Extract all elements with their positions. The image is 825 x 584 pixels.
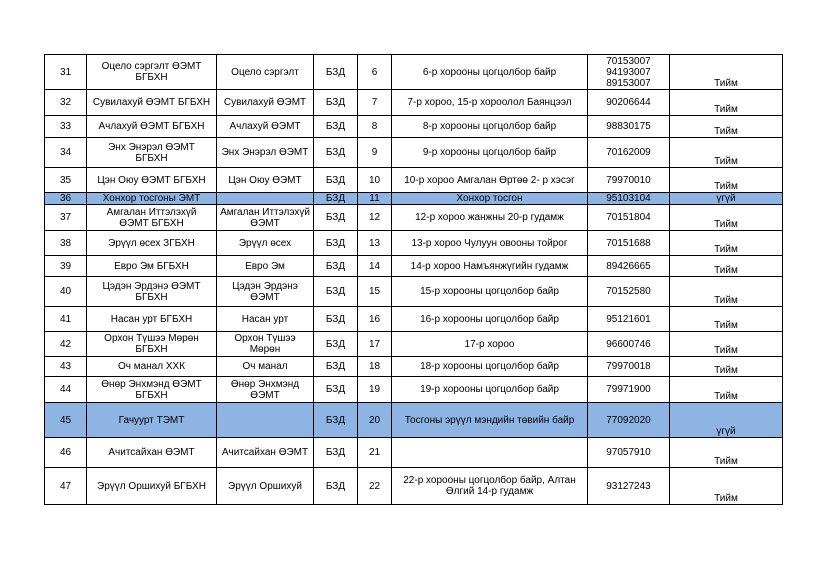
khoroo-number: 9 <box>371 147 378 158</box>
status-flag: Тийм <box>714 219 738 230</box>
status-flag: Тийм <box>714 365 738 376</box>
row-number: 44 <box>59 384 72 395</box>
khoroo-number-cell <box>358 277 392 307</box>
address-cell <box>392 205 588 231</box>
row-number-cell <box>45 438 87 468</box>
organization-name: Сувилахуй ӨЭМТ БГБХН <box>92 97 211 108</box>
row-number: 32 <box>59 97 72 108</box>
khoroo-number-cell <box>358 138 392 168</box>
organization-name-cell <box>87 256 217 277</box>
status-flag: Тийм <box>714 456 738 467</box>
phone-number: 94193007 <box>606 66 651 78</box>
short-name-cell <box>217 55 314 90</box>
organization-name-cell <box>87 468 217 505</box>
status-flag-cell <box>670 377 783 403</box>
row-number: 33 <box>59 121 72 132</box>
organization-name-cell <box>87 277 217 307</box>
phone-number: 70151804 <box>606 212 651 223</box>
organization-name: Оцело сэргэлт ӨЭМТ БГБХН <box>101 61 202 83</box>
data-table <box>44 54 783 505</box>
organization-name: Цэн Оюу ӨЭМТ БГБХН <box>97 174 206 186</box>
status-flag: үгүй <box>716 193 736 204</box>
phone-number: 93127243 <box>606 480 651 492</box>
table-row <box>45 377 783 403</box>
row-number: 40 <box>59 286 72 297</box>
address: 16-р хорооны цогцолбор байр <box>420 313 559 325</box>
khoroo-number-cell <box>358 357 392 377</box>
row-number: 46 <box>59 447 72 458</box>
row-number-cell <box>45 205 87 231</box>
address: 14-р хороо Намъянжүгийн гудамж <box>410 260 569 272</box>
address-cell <box>392 90 588 116</box>
status-flag: Тийм <box>714 295 738 306</box>
status-flag-cell <box>670 193 783 205</box>
khoroo-number: 20 <box>368 414 381 426</box>
table-row <box>45 332 783 357</box>
phone-number: 70152580 <box>606 286 651 297</box>
organization-name-cell <box>87 403 217 438</box>
organization-name: Евро Эм БГБХН <box>114 260 189 272</box>
khoroo-number-cell <box>358 332 392 357</box>
status-flag: Тийм <box>714 391 738 402</box>
short-name-cell <box>217 468 314 505</box>
short-name: Ачитсайхан ӨЭМТ <box>221 447 309 458</box>
status-flag: Тийм <box>714 345 738 356</box>
organization-name: Эрүүл өсех ЗГБХН <box>108 237 195 249</box>
district-code-cell <box>314 438 358 468</box>
row-number-cell <box>45 403 87 438</box>
district-code-cell <box>314 90 358 116</box>
khoroo-number-cell <box>358 168 392 193</box>
organization-name-cell <box>87 357 217 377</box>
organization-name-cell <box>87 168 217 193</box>
organization-name: Ачитсайхан ӨЭМТ <box>108 447 195 458</box>
table-row <box>45 277 783 307</box>
row-number-cell <box>45 55 87 90</box>
district-code: БЗД <box>325 66 346 78</box>
phone-number: 70153007 <box>606 55 651 67</box>
table-row <box>45 90 783 116</box>
organization-name: Хонхор тосгоны ЭМТ <box>102 193 201 204</box>
district-code: БЗД <box>325 480 346 492</box>
district-code-cell <box>314 116 358 138</box>
address: 10-р хороо Амгалан Өртөө 2- р хэсэг <box>404 174 575 186</box>
district-code: БЗД <box>325 174 346 186</box>
khoroo-number: 17 <box>368 338 381 350</box>
district-code: БЗД <box>325 313 346 325</box>
short-name: Оч манал <box>242 361 288 372</box>
phone-number: 95121601 <box>606 313 651 325</box>
address-cell <box>392 193 588 205</box>
address: 18-р хорооны цогцолбор байр <box>420 361 559 372</box>
status-flag: Тийм <box>714 126 738 137</box>
short-name-cell <box>217 357 314 377</box>
phone-number-cell <box>588 332 670 357</box>
organization-name-cell <box>87 138 217 168</box>
district-code: БЗД <box>325 121 346 132</box>
status-flag-cell <box>670 231 783 256</box>
khoroo-number: 19 <box>368 384 381 395</box>
khoroo-number: 16 <box>368 313 381 325</box>
organization-name-cell <box>87 116 217 138</box>
organization-name-cell <box>87 377 217 403</box>
organization-name: Эрүүл Оршихуй БГБХН <box>97 480 206 492</box>
short-name: Евро Эм <box>245 260 285 272</box>
khoroo-number-cell <box>358 256 392 277</box>
status-flag-cell <box>670 205 783 231</box>
short-name: Орхон Түшээ Мөрөн <box>234 333 296 355</box>
district-code: БЗД <box>325 384 346 395</box>
table-row <box>45 205 783 231</box>
khoroo-number: 15 <box>368 286 381 297</box>
status-flag: Тийм <box>714 244 738 255</box>
row-number-cell <box>45 116 87 138</box>
short-name-cell <box>217 307 314 332</box>
status-flag: Тийм <box>714 493 738 504</box>
organization-name: Ачлахуй ӨЭМТ БГБХН <box>98 121 205 132</box>
organization-name-cell <box>87 193 217 205</box>
address-cell <box>392 357 588 377</box>
khoroo-number: 12 <box>368 212 381 223</box>
address: 15-р хорооны цогцолбор байр <box>420 286 559 297</box>
address-cell <box>392 468 588 505</box>
address-cell <box>392 168 588 193</box>
district-code-cell <box>314 307 358 332</box>
khoroo-number: 14 <box>368 260 381 272</box>
row-number: 39 <box>59 260 72 272</box>
table-row <box>45 168 783 193</box>
status-flag-cell <box>670 332 783 357</box>
phone-number-cell <box>588 468 670 505</box>
status-flag-cell <box>670 277 783 307</box>
organization-name: Энх Энэрэл ӨЭМТ БГБХН <box>108 141 195 164</box>
table-row <box>45 307 783 332</box>
status-flag-cell <box>670 138 783 168</box>
row-number-cell <box>45 332 87 357</box>
phone-number-cell <box>588 116 670 138</box>
row-number-cell <box>45 256 87 277</box>
khoroo-number-cell <box>358 193 392 205</box>
row-number-cell <box>45 377 87 403</box>
district-code: БЗД <box>325 447 346 458</box>
phone-number-cell <box>588 277 670 307</box>
address-cell <box>392 231 588 256</box>
short-name-cell <box>217 205 314 231</box>
status-flag-cell <box>670 468 783 505</box>
row-number: 43 <box>59 361 72 372</box>
short-name-cell <box>217 138 314 168</box>
phone-number: 79970018 <box>606 361 651 372</box>
phone-number: 96600746 <box>606 338 651 350</box>
khoroo-number: 21 <box>368 447 381 458</box>
district-code-cell <box>314 205 358 231</box>
phone-number-cell <box>588 138 670 168</box>
row-number-cell <box>45 357 87 377</box>
short-name: Ачлахуй ӨЭМТ <box>229 121 301 132</box>
khoroo-number-cell <box>358 231 392 256</box>
table-row <box>45 403 783 438</box>
short-name-cell <box>217 403 314 438</box>
khoroo-number-cell <box>358 403 392 438</box>
khoroo-number-cell <box>358 438 392 468</box>
district-code: БЗД <box>325 286 346 297</box>
khoroo-number: 11 <box>369 193 380 204</box>
status-flag: Тийм <box>714 156 738 167</box>
row-number: 37 <box>59 212 72 223</box>
short-name: Амгалан Иттэлэхүй ӨЭМТ <box>220 206 310 229</box>
district-code-cell <box>314 332 358 357</box>
district-code: БЗД <box>325 147 346 158</box>
khoroo-number: 22 <box>368 480 381 492</box>
short-name-cell <box>217 438 314 468</box>
status-flag: Тийм <box>714 78 738 89</box>
address: 9-р хорооны цогцолбор байр <box>422 147 557 158</box>
row-number: 35 <box>59 174 72 186</box>
short-name: Насан урт <box>241 313 289 325</box>
district-code-cell <box>314 55 358 90</box>
phone-number-cell <box>588 256 670 277</box>
row-number: 36 <box>59 193 72 204</box>
organization-name: Гачуурт ТЭМТ <box>118 414 185 426</box>
row-number-cell <box>45 90 87 116</box>
short-name-cell <box>217 168 314 193</box>
address: Тосгоны эрүүл мэндийн төвийн байр <box>404 414 575 426</box>
organization-name: Цэдэн Эрдэнэ ӨЭМТ БГБХН <box>102 280 201 303</box>
district-code-cell <box>314 377 358 403</box>
khoroo-number-cell <box>358 307 392 332</box>
phone-number-cell <box>588 438 670 468</box>
address: 8-р хорооны цогцолбор байр <box>422 121 557 132</box>
short-name-cell <box>217 377 314 403</box>
row-number: 31 <box>59 66 72 78</box>
status-flag-cell <box>670 307 783 332</box>
short-name: Эрүүл өсех <box>238 237 292 249</box>
phone-number-cell <box>588 231 670 256</box>
district-code-cell <box>314 277 358 307</box>
phone-number: 70162009 <box>606 147 651 158</box>
row-number: 47 <box>59 480 72 492</box>
phone-number: 89153007 <box>606 77 651 89</box>
row-number-cell <box>45 307 87 332</box>
organization-name-cell <box>87 205 217 231</box>
table-row <box>45 193 783 205</box>
district-code: БЗД <box>325 414 346 426</box>
status-flag-cell <box>670 55 783 90</box>
khoroo-number-cell <box>358 116 392 138</box>
phone-number-cell <box>588 168 670 193</box>
short-name: Оцело сэргэлт <box>231 66 299 78</box>
row-number: 38 <box>59 237 72 249</box>
status-flag-cell <box>670 357 783 377</box>
phone-number-cell <box>588 55 670 90</box>
district-code-cell <box>314 256 358 277</box>
phone-number: 77092020 <box>606 414 651 426</box>
address-cell <box>392 256 588 277</box>
phone-number-cell <box>588 90 670 116</box>
status-flag-cell <box>670 403 783 438</box>
district-code: БЗД <box>325 260 346 272</box>
row-number-cell <box>45 277 87 307</box>
organization-name-cell <box>87 438 217 468</box>
row-number: 42 <box>59 338 72 350</box>
short-name-cell <box>217 116 314 138</box>
organization-name-cell <box>87 90 217 116</box>
status-flag-cell <box>670 168 783 193</box>
khoroo-number-cell <box>358 468 392 505</box>
organization-name-cell <box>87 231 217 256</box>
phone-number-cell <box>588 357 670 377</box>
status-flag-cell <box>670 256 783 277</box>
address: 22-р хорооны цогцолбор байр, Алтан Өлгий 14-р гудамж <box>403 475 576 497</box>
district-code-cell <box>314 193 358 205</box>
khoroo-number: 6 <box>371 66 378 78</box>
address: 6-р хорооны цогцолбор байр <box>422 66 557 78</box>
short-name: Өнөр Энхмэнд ӨЭМТ <box>230 378 300 401</box>
short-name: Цэдэн Эрдэнэ ӨЭМТ <box>232 280 298 303</box>
khoroo-number-cell <box>358 55 392 90</box>
district-code: БЗД <box>325 237 346 249</box>
table-row <box>45 116 783 138</box>
organization-name: Орхон Түшээ Мөрөн БГБХН <box>104 333 199 355</box>
district-code: БЗД <box>325 361 346 372</box>
short-name-cell <box>217 193 314 205</box>
address-cell <box>392 377 588 403</box>
row-number-cell <box>45 168 87 193</box>
status-flag: үгүй <box>716 426 736 437</box>
address: 17-р хороо <box>464 338 515 350</box>
khoroo-number-cell <box>358 90 392 116</box>
address-cell <box>392 332 588 357</box>
khoroo-number-cell <box>358 377 392 403</box>
organization-name: Амгалан Иттэлэхүй ӨЭМТ БГБХН <box>106 206 197 229</box>
phone-number: 98830175 <box>606 121 651 132</box>
district-code: БЗД <box>325 212 346 223</box>
row-number-cell <box>45 468 87 505</box>
khoroo-number-cell <box>358 205 392 231</box>
short-name-cell <box>217 277 314 307</box>
phone-number-cell <box>588 307 670 332</box>
address: 19-р хорооны цогцолбор байр <box>420 384 559 395</box>
row-number: 41 <box>59 313 72 325</box>
short-name-cell <box>217 90 314 116</box>
row-number: 45 <box>59 414 72 426</box>
phone-number-cell <box>588 205 670 231</box>
district-code: БЗД <box>325 97 346 108</box>
address: Хонхор тосгон <box>456 193 523 204</box>
phone-number-cell <box>588 403 670 438</box>
address: 7-р хороо, 15-р хороолол Баянцээл <box>407 97 572 108</box>
short-name-cell <box>217 256 314 277</box>
organization-name: Оч манал ХХК <box>117 361 186 372</box>
district-code-cell <box>314 468 358 505</box>
phone-number: 97057910 <box>606 447 651 458</box>
short-name-cell <box>217 231 314 256</box>
row-number-cell <box>45 231 87 256</box>
address-cell <box>392 438 588 468</box>
district-code-cell <box>314 403 358 438</box>
table-row <box>45 438 783 468</box>
organization-name-cell <box>87 332 217 357</box>
khoroo-number: 18 <box>368 361 381 372</box>
short-name-cell <box>217 332 314 357</box>
row-number-cell <box>45 138 87 168</box>
address-cell <box>392 307 588 332</box>
address-cell <box>392 403 588 438</box>
phone-number-cell <box>588 377 670 403</box>
status-flag-cell <box>670 90 783 116</box>
address-cell <box>392 138 588 168</box>
table-row <box>45 256 783 277</box>
status-flag-cell <box>670 116 783 138</box>
khoroo-number: 13 <box>368 237 381 249</box>
address: 12-р хороо жанжны 20-р гудамж <box>415 212 564 223</box>
address-cell <box>392 116 588 138</box>
row-number: 34 <box>59 147 72 158</box>
phone-number: 95103104 <box>606 193 651 204</box>
table-row <box>45 468 783 505</box>
organization-name: Өнөр Энхмэнд ӨЭМТ БГБХН <box>101 378 202 401</box>
district-code-cell <box>314 168 358 193</box>
short-name: Цэн Оюу ӨЭМТ <box>228 174 302 186</box>
status-flag: Тийм <box>714 104 738 115</box>
table-row <box>45 231 783 256</box>
table-row <box>45 357 783 377</box>
phone-number: 70151688 <box>606 237 651 249</box>
status-flag: Тийм <box>714 181 738 192</box>
table-row <box>45 138 783 168</box>
organization-name: Насан урт БГБХН <box>110 313 193 325</box>
row-number-cell <box>45 193 87 205</box>
district-code: БЗД <box>325 338 346 350</box>
phone-number: 89426665 <box>606 260 651 272</box>
table-body <box>45 55 783 505</box>
district-code-cell <box>314 138 358 168</box>
khoroo-number: 7 <box>371 97 378 108</box>
phone-number-cell <box>588 193 670 205</box>
organization-name-cell <box>87 55 217 90</box>
status-flag: Тийм <box>714 320 738 331</box>
organization-name-cell <box>87 307 217 332</box>
status-flag: Тийм <box>714 265 738 276</box>
address: 13-р хороо Чулуун овооны тойрог <box>411 237 568 249</box>
phone-number: 79970010 <box>606 174 651 186</box>
address-cell <box>392 277 588 307</box>
district-code-cell <box>314 231 358 256</box>
short-name: Эрүүл Оршихуй <box>228 480 302 492</box>
khoroo-number: 8 <box>371 121 378 132</box>
khoroo-number: 10 <box>368 174 381 186</box>
phone-number: 79971900 <box>606 384 651 395</box>
status-flag-cell <box>670 438 783 468</box>
address-cell <box>392 55 588 90</box>
short-name: Сувилахуй ӨЭМТ <box>223 97 307 108</box>
district-code: БЗД <box>325 193 346 204</box>
short-name: Энх Энэрэл ӨЭМТ <box>221 147 309 158</box>
table-row <box>45 55 783 90</box>
district-code-cell <box>314 357 358 377</box>
phone-number: 90206644 <box>606 97 651 108</box>
